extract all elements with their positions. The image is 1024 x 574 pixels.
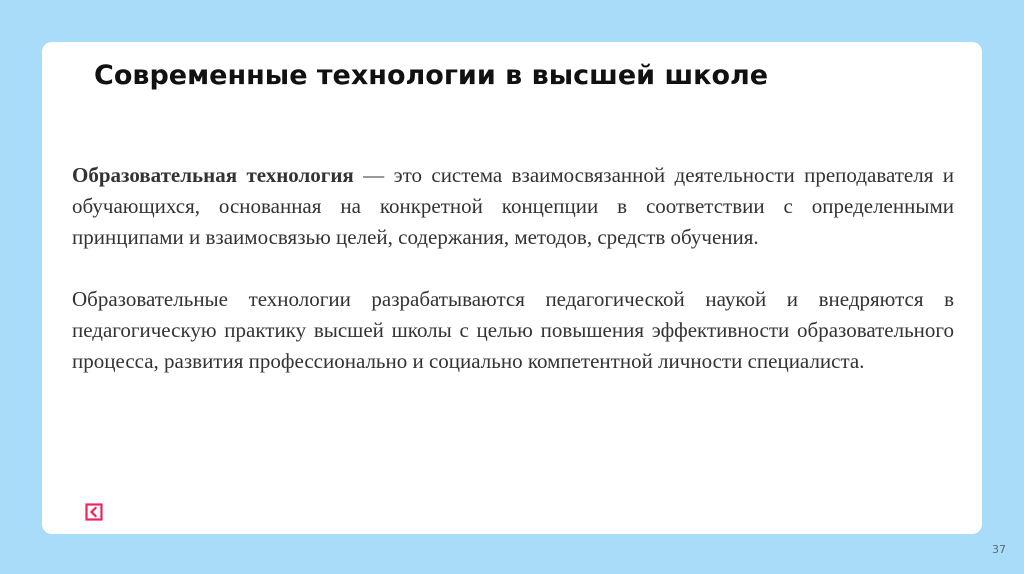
slide-title: Современные технологии в высшей школе	[94, 60, 769, 91]
back-arrow-icon[interactable]	[85, 503, 103, 521]
definition-text: — это система взаимосвязанной деятельности преподавателя и обучающихся, основанная на конкретной концепции в соответствии с определенными принципами и взаимосвязью целей, содержания, методов, средств обучения.	[72, 163, 954, 249]
slide-body	[72, 160, 954, 377]
description-paragraph: Образовательные технологии разрабатываются педагогической наукой и внедряются в педагогическую практику высшей школы с целью повышения эффективности образовательного процесса, развития профессионально и социально компетентной личности специалиста.	[72, 287, 954, 373]
definition-term: Образовательная технология	[72, 163, 354, 187]
definition-paragraph	[72, 160, 954, 253]
page-number: 37	[992, 543, 1006, 556]
